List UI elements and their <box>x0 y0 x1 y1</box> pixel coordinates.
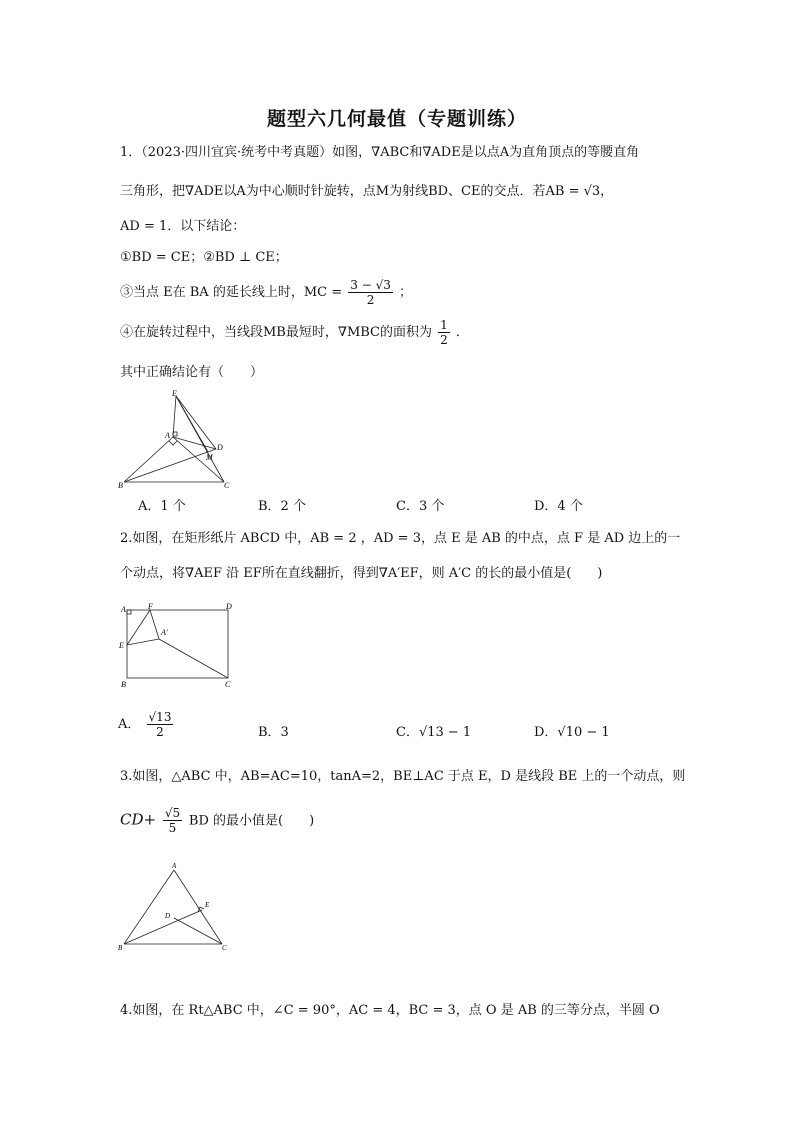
fig2-label-B: B <box>121 680 126 689</box>
q1-line2: 三角形，把∇ADE以A为中心顺时针旋转，点M为射线BD、CE的交点．若AB = √3， <box>120 184 614 199</box>
fig2-label-C: C <box>225 680 231 689</box>
fig3-label-A: A <box>172 862 177 870</box>
q1-line5 <box>120 278 412 307</box>
fraction-denominator: 5 <box>168 821 177 835</box>
fraction-denominator: 2 <box>366 293 375 307</box>
q1-line6 <box>120 318 469 347</box>
q1-line7: 其中正确结论有（ ） <box>120 365 264 380</box>
fig3-label-B: B <box>118 944 123 952</box>
q2-line2: 个动点，将∇AEF 沿 EF所在直线翻折，得到∇A′EF，则 A′C 的长的最小值是( ) <box>120 566 603 581</box>
q3-figure <box>118 862 238 957</box>
fig2-label-A: A <box>121 605 126 614</box>
fig2-label-F: F <box>148 602 153 611</box>
q1-figure <box>118 390 238 490</box>
fraction-numerator: √13 <box>148 710 172 724</box>
fig2-label-E: E <box>119 641 124 650</box>
fig1-label-E: E <box>172 389 177 398</box>
q1-line4: ①BD = CE；②BD ⊥ CE； <box>120 250 288 265</box>
q1-line1: 1．（2023·四川宜宾·统考中考真题）如图，∇ABC和∇ADE是以点A为直角顶点的等腰直角 <box>120 145 640 160</box>
fraction-numerator: 3 − √3 <box>350 278 391 292</box>
fig2-label-A-prime: A′ <box>161 628 168 637</box>
q3-line2 <box>120 806 314 835</box>
q4-line1: 4.如图，在 Rt△ABC 中，∠C = 90°，AC = 4，BC = 3，点 O 是 AB 的三等分点，半圆 O <box>120 1003 660 1018</box>
fig2-label-D: D <box>226 602 232 611</box>
q2-option-a[interactable] <box>118 710 175 739</box>
q3-line2-pre: CD+ <box>120 810 157 829</box>
fraction-numerator: √5 <box>164 806 181 820</box>
fig1-label-D: D <box>217 443 223 452</box>
fig3-label-D: D <box>165 912 171 920</box>
fig3-label-E: E <box>205 901 210 909</box>
q2-option-c[interactable]: C．√13 − 1 <box>396 725 472 740</box>
q1-option-b[interactable]: B．2 个 <box>258 499 306 514</box>
q1-option-c[interactable]: C．3 个 <box>396 499 445 514</box>
q2-option-a-fraction <box>147 710 174 739</box>
fraction-denominator: 2 <box>440 333 448 347</box>
q1-line6-fraction <box>438 318 450 347</box>
fig1-label-M: M <box>206 453 213 462</box>
q2-option-a-label: A． <box>118 717 141 732</box>
fig1-label-A: A <box>165 431 170 440</box>
q1-line5-pre: ③当点 E在 BA 的延长线上时，MC = <box>120 285 343 300</box>
q1-line6-pre: ④在旋转过程中，当线段MB最短时，∇MBC的面积为 <box>120 325 432 340</box>
q2-line1: 2.如图，在矩形纸片 ABCD 中，AB = 2 ，AD = 3，点 E 是 AB 的中点，点 F 是 AD 边上的一 <box>120 531 681 546</box>
q2-option-b[interactable]: B．3 <box>258 725 289 740</box>
fig1-label-C: C <box>224 481 230 490</box>
fig3-label-C: C <box>222 944 227 952</box>
q3-line2-post: BD 的最小值是( ) <box>188 813 315 829</box>
q1-line5-fraction <box>348 278 393 307</box>
q1-line6-post: ． <box>455 325 469 340</box>
q3-line2-fraction <box>163 806 182 835</box>
q2-option-d[interactable]: D．√10 − 1 <box>534 725 610 740</box>
page-title: 题型六几何最值（专题训练） <box>266 108 527 130</box>
q3-line1: 3.如图，△ABC 中，AB=AC=10，tanA=2，BE⊥AC 于点 E，D 是线段 BE 上的一个动点，则 <box>120 769 686 784</box>
fraction-denominator: 2 <box>156 725 164 739</box>
q1-line3: AD = 1．以下结论： <box>120 219 246 234</box>
q2-figure <box>118 602 243 692</box>
q1-option-d[interactable]: D．4 个 <box>534 499 583 514</box>
fig1-label-B: B <box>118 481 123 490</box>
q1-option-a[interactable]: A．1 个 <box>138 499 186 514</box>
fraction-numerator: 1 <box>440 318 448 332</box>
q1-line5-post: ； <box>399 285 413 300</box>
